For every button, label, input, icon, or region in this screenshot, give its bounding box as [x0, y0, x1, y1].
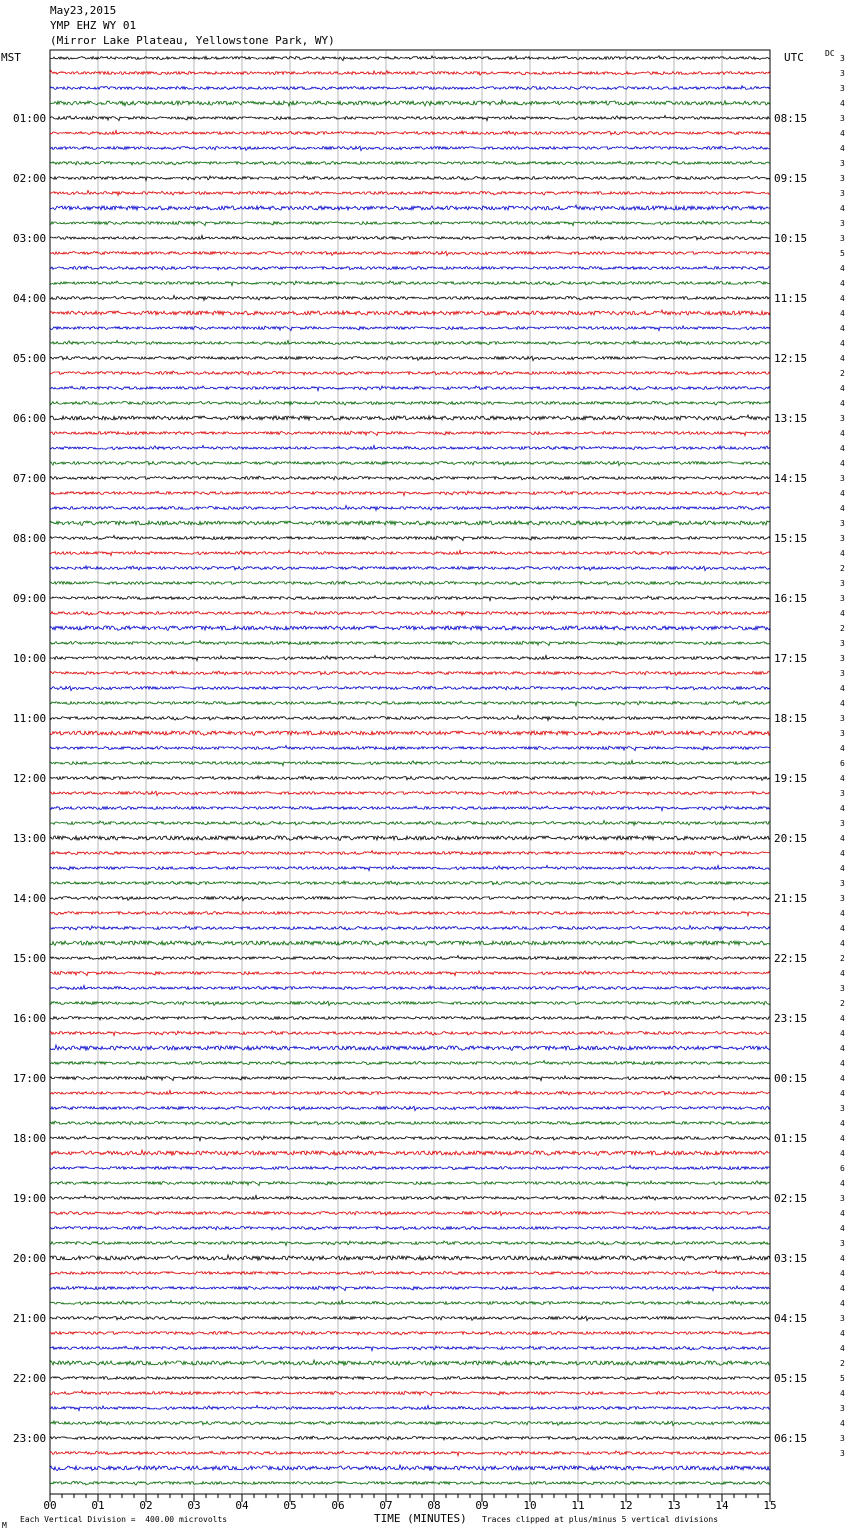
right-hour-label: 23:15: [774, 1012, 808, 1025]
dc-offset-value: 3: [840, 69, 845, 78]
dc-offset-value: 3: [840, 84, 845, 93]
left-hour-label: 22:00: [13, 1372, 47, 1385]
seismic-trace: [50, 1436, 770, 1440]
right-hour-label: 09:15: [774, 172, 808, 185]
chart-date: May23,2015: [50, 4, 117, 17]
seismic-trace: [50, 56, 770, 61]
dc-offset-value: 3: [840, 189, 845, 198]
left-hour-label: 19:00: [13, 1192, 47, 1205]
seismic-trace: [50, 1121, 770, 1125]
dc-offset-value: 4: [840, 1224, 845, 1233]
dc-offset-value: 3: [840, 174, 845, 183]
dc-offset-value: 4: [840, 384, 845, 393]
dc-offset-value: 4: [840, 1389, 845, 1398]
dc-offset-value: 4: [840, 744, 845, 753]
seismic-trace: [50, 566, 770, 571]
x-tick-label: 05: [283, 1499, 297, 1512]
dc-offset-value: 5: [840, 249, 845, 258]
seismic-trace: [50, 1106, 770, 1110]
x-tick-label: 06: [331, 1499, 345, 1512]
dc-offset-value: 3: [840, 234, 845, 243]
dc-offset-value: 3: [840, 594, 845, 603]
seismic-trace: [50, 731, 770, 736]
seismic-trace: [50, 626, 770, 631]
dc-header-label: DC: [825, 49, 835, 58]
dc-offset-value: 4: [840, 1344, 845, 1353]
dc-offset-value: 2: [840, 999, 845, 1008]
seismic-trace: [50, 371, 770, 375]
dc-offset-value: 4: [840, 1284, 845, 1293]
seismic-trace: [50, 1421, 770, 1426]
left-hour-label: 15:00: [13, 952, 47, 965]
dc-offset-value: 4: [840, 1134, 845, 1143]
right-timezone-label: UTC: [784, 51, 804, 64]
dc-offset-value: 4: [840, 1029, 845, 1038]
seismic-trace: [50, 461, 770, 465]
left-hour-label: 21:00: [13, 1312, 47, 1325]
dc-offset-value: 4: [840, 399, 845, 408]
trace-group: [50, 56, 770, 1485]
x-tick-label: 01: [91, 1499, 105, 1512]
left-hour-label: 06:00: [13, 412, 47, 425]
dc-offset-value: 4: [840, 909, 845, 918]
dc-offset-value: 4: [840, 609, 845, 618]
seismic-trace: [50, 1286, 770, 1291]
right-hour-label: 00:15: [774, 1072, 808, 1085]
seismic-trace: [50, 491, 770, 496]
right-hour-label: 05:15: [774, 1372, 808, 1385]
right-hour-label: 22:15: [774, 952, 808, 965]
dc-offset-value: 3: [840, 1404, 845, 1413]
x-tick-label: 10: [523, 1499, 537, 1512]
x-tick-label: 11: [571, 1499, 585, 1512]
seismic-trace: [50, 760, 770, 765]
dc-offset-value: 4: [840, 939, 845, 948]
dc-offset-value: 2: [840, 624, 845, 633]
dc-offset-labels: [840, 54, 845, 1458]
dc-offset-value: 3: [840, 879, 845, 888]
dc-offset-value: 4: [840, 924, 845, 933]
x-tick-label: 04: [235, 1499, 249, 1512]
right-hour-label: 14:15: [774, 472, 808, 485]
seismic-trace: [50, 881, 770, 885]
right-hour-label: 06:15: [774, 1432, 808, 1445]
seismic-trace: [50, 1075, 770, 1080]
seismic-trace: [50, 806, 770, 811]
dc-offset-value: 4: [840, 339, 845, 348]
dc-offset-value: 2: [840, 1359, 845, 1368]
corner-mark: M: [2, 1521, 7, 1530]
dc-offset-value: 4: [840, 1089, 845, 1098]
right-hour-label: 12:15: [774, 352, 808, 365]
seismic-trace: [50, 1045, 770, 1051]
left-hour-label: 09:00: [13, 592, 47, 605]
seismic-trace: [50, 1300, 770, 1305]
dc-offset-value: 2: [840, 369, 845, 378]
clip-note: Traces clipped at plus/minus 5 vertical divisions: [482, 1515, 719, 1524]
seismic-trace: [50, 266, 770, 270]
left-hour-label: 11:00: [13, 712, 47, 725]
dc-offset-value: 4: [840, 354, 845, 363]
station-location: (Mirror Lake Plateau, Yellowstone Park, WY): [50, 34, 335, 47]
seismic-trace: [50, 1226, 770, 1230]
seismic-trace: [50, 431, 770, 436]
left-hour-label: 12:00: [13, 772, 47, 785]
seismic-trace: [50, 970, 770, 975]
dc-offset-value: 4: [840, 504, 845, 513]
x-tick-label: 15: [763, 1499, 777, 1512]
dc-offset-value: 3: [840, 579, 845, 588]
left-hour-label: 05:00: [13, 352, 47, 365]
seismic-trace: [50, 941, 770, 946]
vertical-division-note: Each Vertical Division = 400.00 microvolts: [20, 1515, 228, 1524]
seismic-trace: [50, 1405, 770, 1410]
left-hour-label: 01:00: [13, 112, 47, 125]
right-hour-label: 04:15: [774, 1312, 808, 1325]
dc-offset-value: 4: [840, 804, 845, 813]
dc-offset-value: 4: [840, 549, 845, 558]
dc-offset-value: 3: [840, 729, 845, 738]
x-tick-label: 09: [475, 1499, 489, 1512]
dc-offset-value: 4: [840, 834, 845, 843]
seismic-trace: [50, 701, 770, 706]
right-hour-label: 03:15: [774, 1252, 808, 1265]
dc-offset-value: 4: [840, 204, 845, 213]
dc-offset-value: 3: [840, 639, 845, 648]
dc-offset-value: 4: [840, 309, 845, 318]
seismic-trace: [50, 235, 770, 240]
dc-offset-value: 4: [840, 444, 845, 453]
dc-offset-value: 4: [840, 1179, 845, 1188]
right-hour-label: 19:15: [774, 772, 808, 785]
x-tick-label: 13: [667, 1499, 681, 1512]
dc-offset-value: 3: [840, 789, 845, 798]
dc-offset-value: 3: [840, 1434, 845, 1443]
dc-offset-value: 4: [840, 264, 845, 273]
dc-offset-value: 4: [840, 489, 845, 498]
left-hour-label: 04:00: [13, 292, 47, 305]
left-hour-label: 14:00: [13, 892, 47, 905]
dc-offset-value: 2: [840, 954, 845, 963]
dc-offset-value: 4: [840, 294, 845, 303]
left-hour-label: 03:00: [13, 232, 47, 245]
seismic-trace: [50, 1195, 770, 1200]
dc-offset-value: 3: [840, 984, 845, 993]
left-hour-label: 18:00: [13, 1132, 47, 1145]
seismic-trace: [50, 1031, 770, 1036]
seismic-trace: [50, 865, 770, 870]
dc-offset-value: 4: [840, 429, 845, 438]
seismic-trace: [50, 1465, 770, 1471]
dc-offset-value: 4: [840, 144, 845, 153]
right-hour-label: 10:15: [774, 232, 808, 245]
seismic-trace: [50, 251, 770, 255]
left-hour-label: 07:00: [13, 472, 47, 485]
dc-offset-value: 3: [840, 669, 845, 678]
dc-offset-value: 3: [840, 714, 845, 723]
dc-offset-value: 2: [840, 564, 845, 573]
seismic-trace: [50, 1346, 770, 1351]
dc-offset-value: 3: [840, 159, 845, 168]
seismic-trace: [50, 1377, 770, 1380]
dc-offset-value: 3: [840, 654, 845, 663]
dc-offset-value: 3: [840, 519, 845, 528]
dc-offset-value: 3: [840, 894, 845, 903]
seismic-trace: [50, 1255, 770, 1261]
left-hour-label: 10:00: [13, 652, 47, 665]
seismic-trace: [50, 1451, 770, 1456]
left-timezone-label: MST: [1, 51, 21, 64]
seismic-trace: [50, 686, 770, 691]
dc-offset-value: 3: [840, 534, 845, 543]
station-id: YMP EHZ WY 01: [50, 19, 137, 32]
dc-offset-value: 4: [840, 849, 845, 858]
dc-offset-value: 4: [840, 1299, 845, 1308]
seismic-trace: [50, 581, 770, 585]
dc-offset-value: 3: [840, 1239, 845, 1248]
seismic-trace: [50, 1241, 770, 1246]
left-hour-label: 02:00: [13, 172, 47, 185]
dc-offset-value: 4: [840, 1059, 845, 1068]
dc-offset-value: 4: [840, 1254, 845, 1263]
dc-offset-value: 3: [840, 1104, 845, 1113]
seismic-trace: [50, 130, 770, 135]
dc-offset-value: 3: [840, 1314, 845, 1323]
seismic-trace: [50, 1271, 770, 1275]
dc-offset-value: 4: [840, 699, 845, 708]
seismic-trace: [50, 386, 770, 391]
dc-offset-value: 4: [840, 324, 845, 333]
seismic-trace: [50, 926, 770, 931]
x-tick-label: 12: [619, 1499, 633, 1512]
seismic-trace: [50, 521, 770, 525]
seismic-trace: [50, 506, 770, 511]
seismic-trace: [50, 1150, 770, 1156]
right-hour-label: 13:15: [774, 412, 808, 425]
dc-offset-value: 4: [840, 129, 845, 138]
dc-offset-value: 5: [840, 1374, 845, 1383]
dc-offset-value: 3: [840, 819, 845, 828]
left-time-labels: [13, 112, 46, 1445]
dc-offset-value: 3: [840, 1194, 845, 1203]
dc-offset-value: 4: [840, 684, 845, 693]
x-axis-title: TIME (MINUTES): [374, 1512, 467, 1525]
seismic-trace: [50, 1061, 770, 1065]
seismic-trace: [50, 100, 770, 106]
seismic-trace: [50, 671, 770, 676]
dc-offset-value: 6: [840, 759, 845, 768]
right-hour-label: 02:15: [774, 1192, 808, 1205]
seismic-trace: [50, 415, 770, 420]
seismic-trace: [50, 220, 770, 225]
seismic-trace: [50, 821, 770, 826]
dc-offset-value: 4: [840, 1329, 845, 1338]
dc-offset-value: 4: [840, 774, 845, 783]
seismic-trace: [50, 281, 770, 286]
seismic-trace: [50, 791, 770, 796]
seismic-trace: [50, 1001, 770, 1006]
seismic-trace: [50, 536, 770, 541]
seismic-trace: [50, 445, 770, 449]
x-tick-label: 08: [427, 1499, 441, 1512]
left-hour-label: 23:00: [13, 1432, 47, 1445]
seismic-trace: [50, 611, 770, 616]
left-hour-label: 08:00: [13, 532, 47, 545]
dc-offset-value: 4: [840, 1149, 845, 1158]
dc-offset-value: 3: [840, 474, 845, 483]
seismic-trace: [50, 836, 770, 841]
left-hour-label: 17:00: [13, 1072, 47, 1085]
seismic-trace: [50, 896, 770, 901]
dc-offset-value: 4: [840, 1119, 845, 1128]
seismic-trace: [50, 985, 770, 990]
dc-offset-value: 4: [840, 99, 845, 108]
right-hour-label: 01:15: [774, 1132, 808, 1145]
right-time-labels: [774, 112, 807, 1445]
left-hour-label: 16:00: [13, 1012, 47, 1025]
seismic-trace: [50, 1181, 770, 1186]
seismic-trace: [50, 550, 770, 555]
seismic-trace: [50, 340, 770, 345]
dc-offset-value: 4: [840, 1269, 845, 1278]
x-tick-label: 07: [379, 1499, 393, 1512]
right-hour-label: 17:15: [774, 652, 808, 665]
right-hour-label: 15:15: [774, 532, 808, 545]
dc-offset-value: 4: [840, 1044, 845, 1053]
right-hour-label: 20:15: [774, 832, 808, 845]
dc-offset-value: 4: [840, 1209, 845, 1218]
seismic-trace: [50, 1016, 770, 1020]
seismic-trace: [50, 1136, 770, 1141]
right-hour-label: 08:15: [774, 112, 808, 125]
seismic-trace: [50, 356, 770, 360]
seismic-trace: [50, 1211, 770, 1215]
dc-offset-value: 3: [840, 1449, 845, 1458]
seismic-trace: [50, 476, 770, 480]
dc-offset-value: 4: [840, 864, 845, 873]
seismic-trace: [50, 1391, 770, 1396]
seismic-trace: [50, 176, 770, 181]
seismic-trace: [50, 401, 770, 406]
seismic-trace: [50, 1360, 770, 1366]
seismic-trace: [50, 326, 770, 331]
dc-offset-value: 4: [840, 459, 845, 468]
seismic-trace: [50, 851, 770, 856]
dc-offset-value: 3: [840, 54, 845, 63]
right-hour-label: 21:15: [774, 892, 808, 905]
dc-offset-value: 3: [840, 219, 845, 228]
dc-offset-value: 3: [840, 114, 845, 123]
x-tick-label: 00: [43, 1499, 57, 1512]
seismic-trace: [50, 86, 770, 90]
seismic-trace: [50, 746, 770, 751]
x-tick-label: 03: [187, 1499, 201, 1512]
seismic-trace: [50, 776, 770, 781]
left-hour-label: 13:00: [13, 832, 47, 845]
seismic-trace: [50, 191, 770, 196]
dc-offset-value: 4: [840, 1419, 845, 1428]
right-hour-label: 11:15: [774, 292, 808, 305]
seismic-trace: [50, 1316, 770, 1320]
seismic-trace: [50, 911, 770, 916]
seismic-trace: [50, 1481, 770, 1485]
seismic-trace: [50, 146, 770, 151]
seismic-trace: [50, 641, 770, 646]
seismic-trace: [50, 1090, 770, 1095]
seismic-trace: [50, 956, 770, 960]
x-axis: [43, 1494, 776, 1512]
seismic-trace: [50, 161, 770, 165]
seismic-trace: [50, 1331, 770, 1335]
dc-offset-value: 4: [840, 279, 845, 288]
x-tick-label: 14: [715, 1499, 729, 1512]
dc-offset-value: 4: [840, 1014, 845, 1023]
right-hour-label: 16:15: [774, 592, 808, 605]
dc-offset-value: 6: [840, 1164, 845, 1173]
dc-offset-value: 4: [840, 1074, 845, 1083]
seismic-trace: [50, 115, 770, 120]
seismic-trace: [50, 716, 770, 721]
seismic-trace: [50, 596, 770, 601]
dc-offset-value: 3: [840, 414, 845, 423]
seismic-trace: [50, 296, 770, 301]
seismic-trace: [50, 1166, 770, 1170]
left-hour-label: 20:00: [13, 1252, 47, 1265]
right-hour-label: 18:15: [774, 712, 808, 725]
x-tick-label: 02: [139, 1499, 153, 1512]
seismic-trace: [50, 655, 770, 660]
dc-offset-value: 4: [840, 969, 845, 978]
seismic-trace: [50, 71, 770, 76]
seismic-trace: [50, 310, 770, 315]
seismic-trace: [50, 205, 770, 210]
